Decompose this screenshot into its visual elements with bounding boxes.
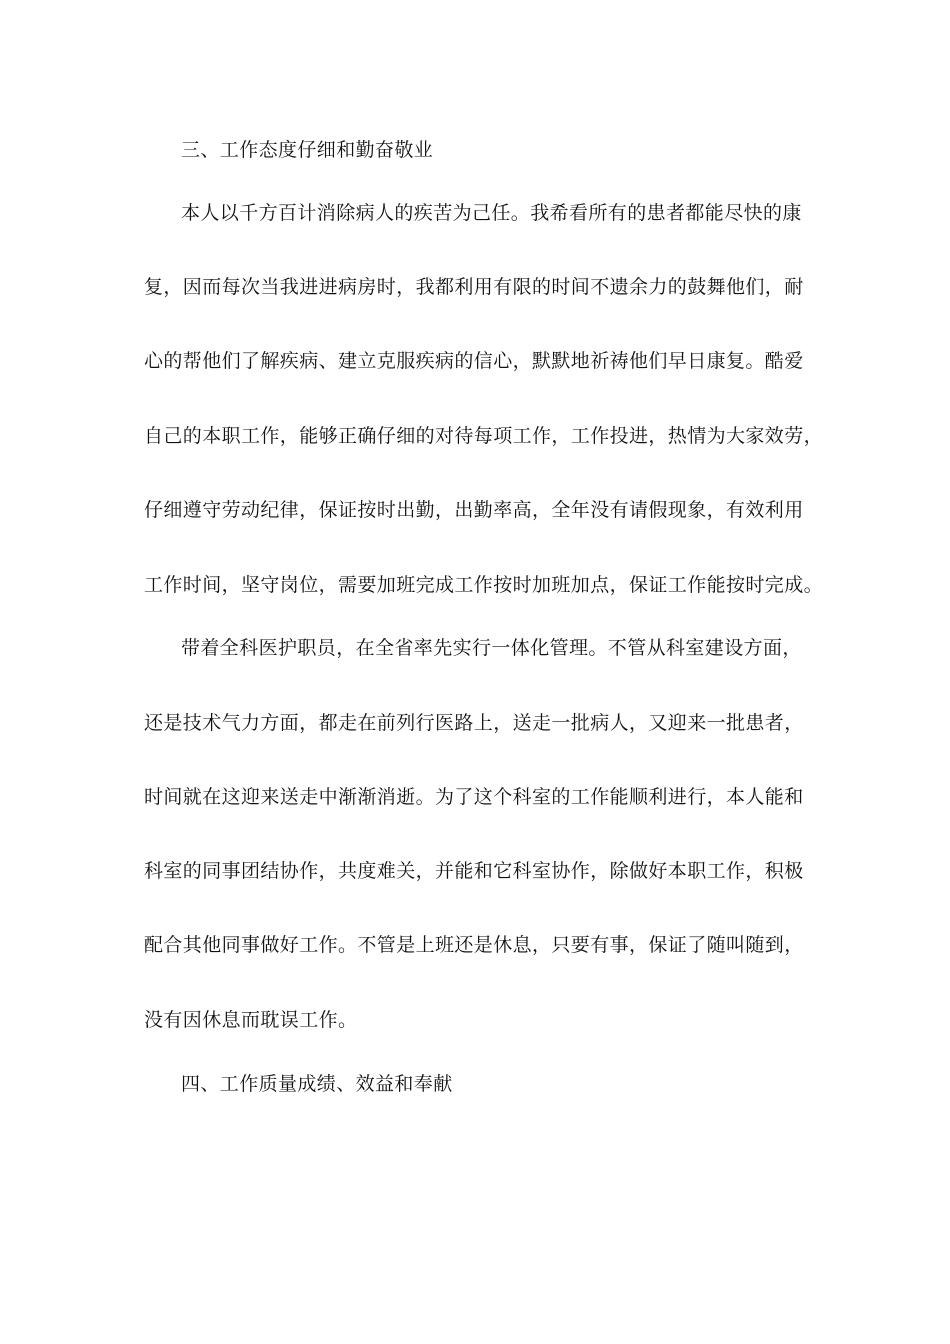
section-heading-4: 四、工作质量成绩、效益和奉献 [181,1073,453,1095]
paragraph-2-line-2: 还是技术气力方面，都走在前列行医路上，送走一批病人，又迎来一批患者， [144,712,804,734]
paragraph-1-line-2: 复，因而每次当我进进病房时，我都利用有限的时间不遗余力的鼓舞他们，耐 [144,276,804,298]
paragraph-2-line-1: 带着全科医护职员，在全省率先实行一体化管理。不管从科室建设方面， [181,637,802,659]
paragraph-1-line-4: 自己的本职工作，能够正确仔细的对待每项工作，工作投进，热情为大家效劳， [144,425,824,447]
paragraph-1-line-1: 本人以千方百计消除病人的疾苦为己任。我希看所有的患者都能尽快的康 [181,202,802,224]
paragraph-2-line-4: 科室的同事团结协作，共度难关，并能和它科室协作，除做好本职工作，积极 [144,860,804,882]
paragraph-1-line-5: 仔细遵守劳动纪律，保证按时出勤，出勤率高，全年没有请假现象，有效利用 [144,499,804,521]
section-heading-3: 三、工作态度仔细和勤奋敬业 [181,139,434,161]
paragraph-2-line-5: 配合其他同事做好工作。不管是上班还是休息，只要有事，保证了随叫随到， [144,934,804,956]
paragraph-2-line-6: 没有因休息而耽误工作。 [144,1009,358,1031]
paragraph-1-line-6: 工作时间，坚守岗位，需要加班完成工作按时加班加点，保证工作能按时完成。 [144,574,824,596]
paragraph-1-line-3: 心的帮他们了解疾病、建立克服疾病的信心，默默地祈祷他们早日康复。酷爱 [144,350,804,372]
paragraph-2-line-3: 时间就在这迎来送走中渐渐消逝。为了这个科室的工作能顺利进行，本人能和 [144,786,804,808]
